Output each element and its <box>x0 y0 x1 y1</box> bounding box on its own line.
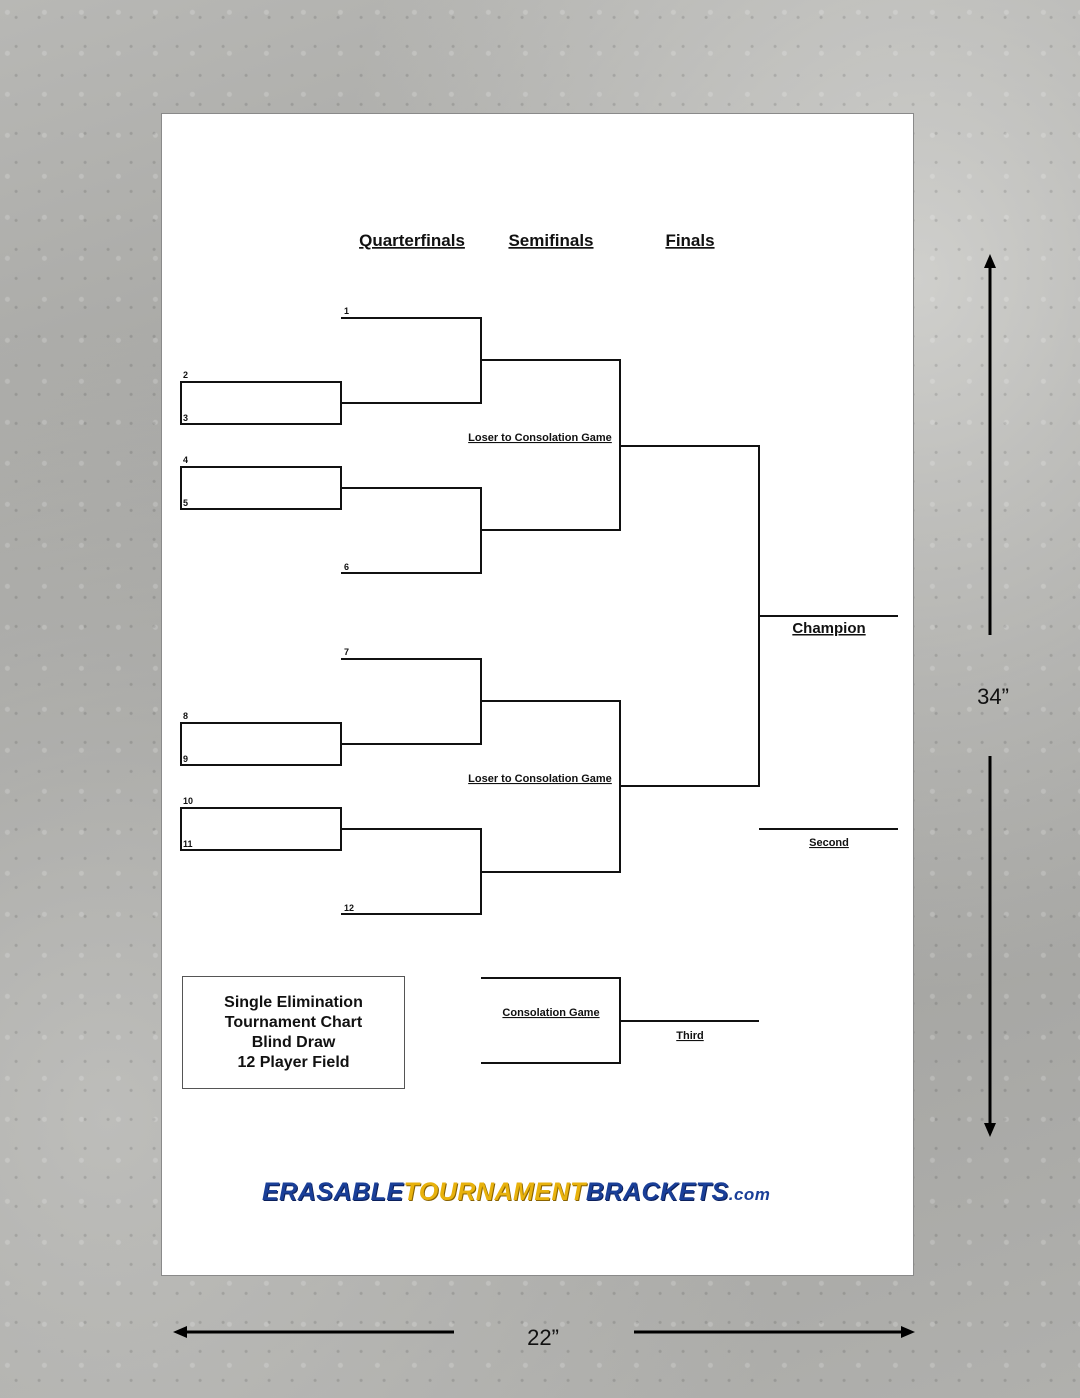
champion-label: Champion <box>792 620 866 637</box>
header-quarterfinals: Quarterfinals <box>359 231 465 250</box>
quarterfinal-1 <box>341 318 481 403</box>
loser-to-consolation-top: Loser to Consolation Game <box>468 432 612 444</box>
semifinal-2 <box>481 701 620 872</box>
logo-part-tournament: TOURNAMENT <box>403 1178 586 1206</box>
match-10-11 <box>181 808 341 850</box>
seed-8: 8 <box>183 711 189 721</box>
quarterfinal-3 <box>341 659 481 744</box>
seed-3: 3 <box>183 413 189 423</box>
match-8-9 <box>181 723 341 765</box>
seed-5: 5 <box>183 498 189 508</box>
match-2-3 <box>181 382 341 424</box>
seed-11: 11 <box>183 839 193 849</box>
second-label: Second <box>809 837 849 849</box>
logo-part-erasable: ERASABLE <box>262 1178 404 1206</box>
width-dimension <box>173 1325 915 1350</box>
seed-4: 4 <box>183 455 189 465</box>
logo-part-brackets: BRACKETS <box>585 1178 729 1206</box>
quarterfinal-4 <box>341 829 481 914</box>
semifinal-1 <box>481 360 620 530</box>
consolation-match <box>481 978 620 1063</box>
seed-2: 2 <box>183 370 189 380</box>
seed-6: 6 <box>344 562 350 572</box>
arrow-right-icon <box>901 1326 915 1338</box>
brand-logo <box>262 1178 822 1207</box>
arrow-up-icon <box>984 254 996 268</box>
loser-to-consolation-bottom: Loser to Consolation Game <box>468 773 612 785</box>
quarterfinal-2 <box>341 488 481 573</box>
seed-1: 1 <box>344 306 350 316</box>
width-label: 22” <box>527 1325 559 1350</box>
consolation-game-label: Consolation Game <box>502 1007 600 1019</box>
seed-7: 7 <box>344 647 350 657</box>
arrow-left-icon <box>173 1326 187 1338</box>
info-line-4: 12 Player Field <box>237 1053 350 1071</box>
third-label: Third <box>676 1030 704 1042</box>
match-4-5 <box>181 467 341 509</box>
info-line-2: Tournament Chart <box>224 1013 363 1031</box>
header-finals: Finals <box>665 231 715 250</box>
chart-info-box <box>182 976 405 1089</box>
info-line-1: Single Elimination <box>224 993 363 1011</box>
seed-9: 9 <box>183 754 189 764</box>
height-dimension <box>977 254 1009 1137</box>
seed-12: 12 <box>344 903 355 913</box>
height-label: 34” <box>977 684 1009 709</box>
header-semifinals: Semifinals <box>508 231 594 250</box>
info-line-3: Blind Draw <box>251 1033 336 1051</box>
final-match <box>620 446 759 786</box>
seed-10: 10 <box>183 796 194 806</box>
logo-part-com: .com <box>728 1185 771 1204</box>
arrow-down-icon <box>984 1123 996 1137</box>
